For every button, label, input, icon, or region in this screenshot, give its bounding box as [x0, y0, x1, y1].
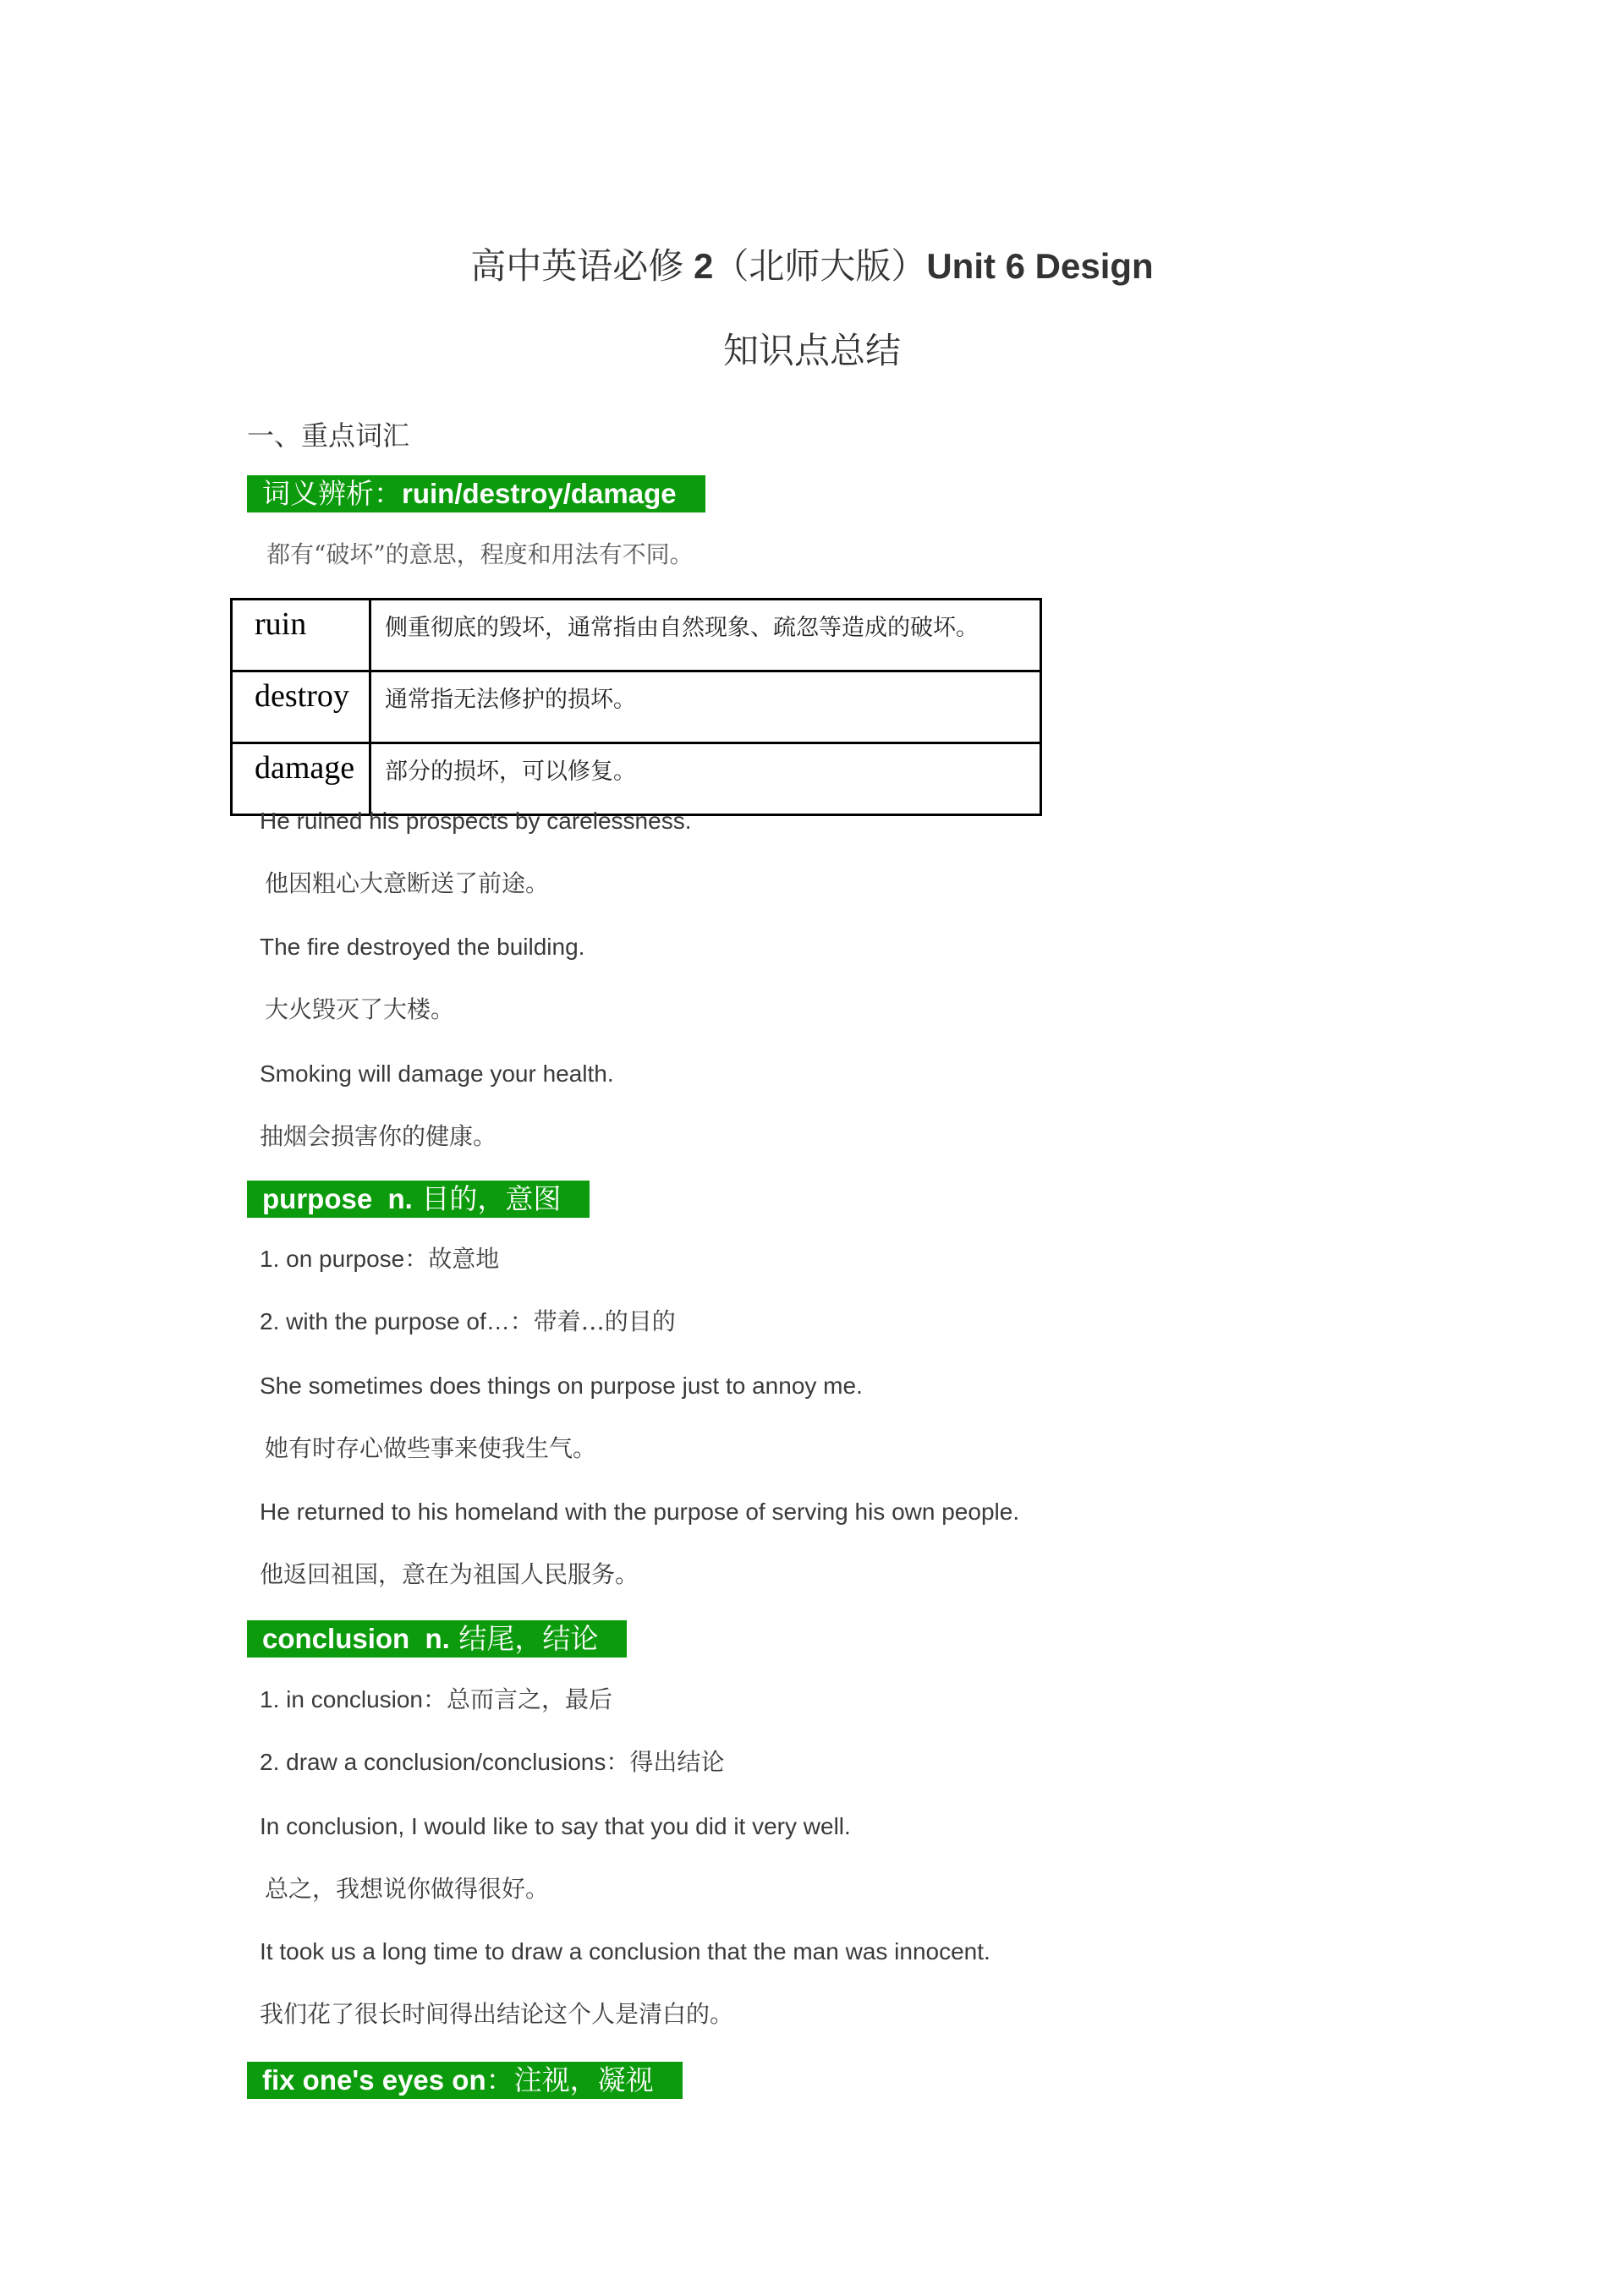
- phrase-item: [260, 1244, 499, 1274]
- title-num: 2: [683, 246, 714, 286]
- phrase-en: 1. on purpose: [260, 1246, 405, 1272]
- heading-conclusion: [247, 1620, 627, 1658]
- phrase-item: [260, 1747, 724, 1778]
- table-word: destroy: [232, 671, 370, 743]
- example-cn: 她有时存心做些事来使我生气。: [265, 1434, 597, 1462]
- heading-label-en: conclusion n.: [262, 1623, 450, 1654]
- heading-label-cn: ：注视，凝视: [486, 2063, 654, 2096]
- phrase-en: 1. in conclusion: [260, 1686, 424, 1712]
- example-en: He returned to his homeland with the purpose of serving his own people.: [260, 1499, 1020, 1525]
- example-cn: 抽烟会损害你的健康。: [260, 1122, 497, 1150]
- heading-label-en: ruin/destroy/damage: [402, 478, 677, 509]
- example-cn: 我们花了很长时间得出结论这个人是清白的。: [260, 2000, 734, 2028]
- phrase-cn: ：带着…的目的: [509, 1307, 676, 1335]
- phrase-cn: ：得出结论: [606, 1748, 725, 1776]
- table-row: [232, 671, 1041, 743]
- intro-text: 都有“破坏”的意思，程度和用法有不同。: [266, 540, 694, 568]
- phrase-item: [260, 1307, 676, 1337]
- table-definition: 侧重彻底的毁坏，通常指由自然现象、疏忽等造成的破坏。: [370, 600, 1041, 671]
- title-cn: 高中英语必修: [470, 245, 684, 287]
- example-cn: 他返回祖国，意在为祖国人民服务。: [260, 1560, 639, 1588]
- table-row: [232, 600, 1041, 671]
- phrase-cn: ：故意地: [404, 1245, 500, 1273]
- table-word: ruin: [232, 600, 370, 671]
- table-row: [232, 743, 1041, 815]
- heading-purpose: [247, 1181, 590, 1218]
- phrase-item: [260, 1685, 612, 1715]
- heading-ruin-destroy-damage: [247, 475, 705, 512]
- heading-fix-ones-eyes-on: [247, 2062, 683, 2099]
- heading-label-cn: 目的，意图: [412, 1182, 562, 1215]
- section-heading: 一、重点词汇: [247, 419, 410, 452]
- phrase-en: 2. draw a conclusion/conclusions: [260, 1749, 606, 1775]
- example-cn: 他因粗心大意断送了前途。: [265, 869, 550, 897]
- heading-label-en: fix one's eyes on: [262, 2064, 486, 2096]
- example-cn: 大火毁灭了大楼。: [265, 995, 455, 1023]
- example-en: She sometimes does things on purpose just to annoy me.: [260, 1373, 863, 1399]
- phrase-cn: ：总而言之，最后: [423, 1685, 613, 1713]
- title-cn-publisher: （北师大版）: [713, 245, 927, 287]
- page-subtitle: 知识点总结: [722, 330, 901, 371]
- table-definition: 部分的损坏，可以修复。: [370, 743, 1041, 815]
- vocab-table: [230, 598, 1042, 816]
- heading-label-en: purpose n.: [262, 1183, 413, 1214]
- heading-label-cn: 结尾，结论: [449, 1622, 599, 1655]
- example-cn: 总之，我想说你做得很好。: [265, 1875, 550, 1903]
- heading-label-cn: 词义辨析：: [262, 477, 402, 510]
- example-en: It took us a long time to draw a conclusion that the man was innocent.: [260, 1938, 990, 1964]
- page-title: [0, 238, 1624, 289]
- table-word: damage: [232, 743, 370, 815]
- example-en: The fire destroyed the building.: [260, 934, 585, 960]
- phrase-en: 2. with the purpose of…: [260, 1308, 510, 1334]
- example-en: In conclusion, I would like to say that you did it very well.: [260, 1813, 851, 1839]
- example-en: He ruined his prospects by carelessness.: [260, 808, 692, 834]
- table-definition: 通常指无法修护的损坏。: [370, 671, 1041, 743]
- example-en: Smoking will damage your health.: [260, 1060, 614, 1087]
- title-unit: Unit 6 Design: [926, 246, 1154, 286]
